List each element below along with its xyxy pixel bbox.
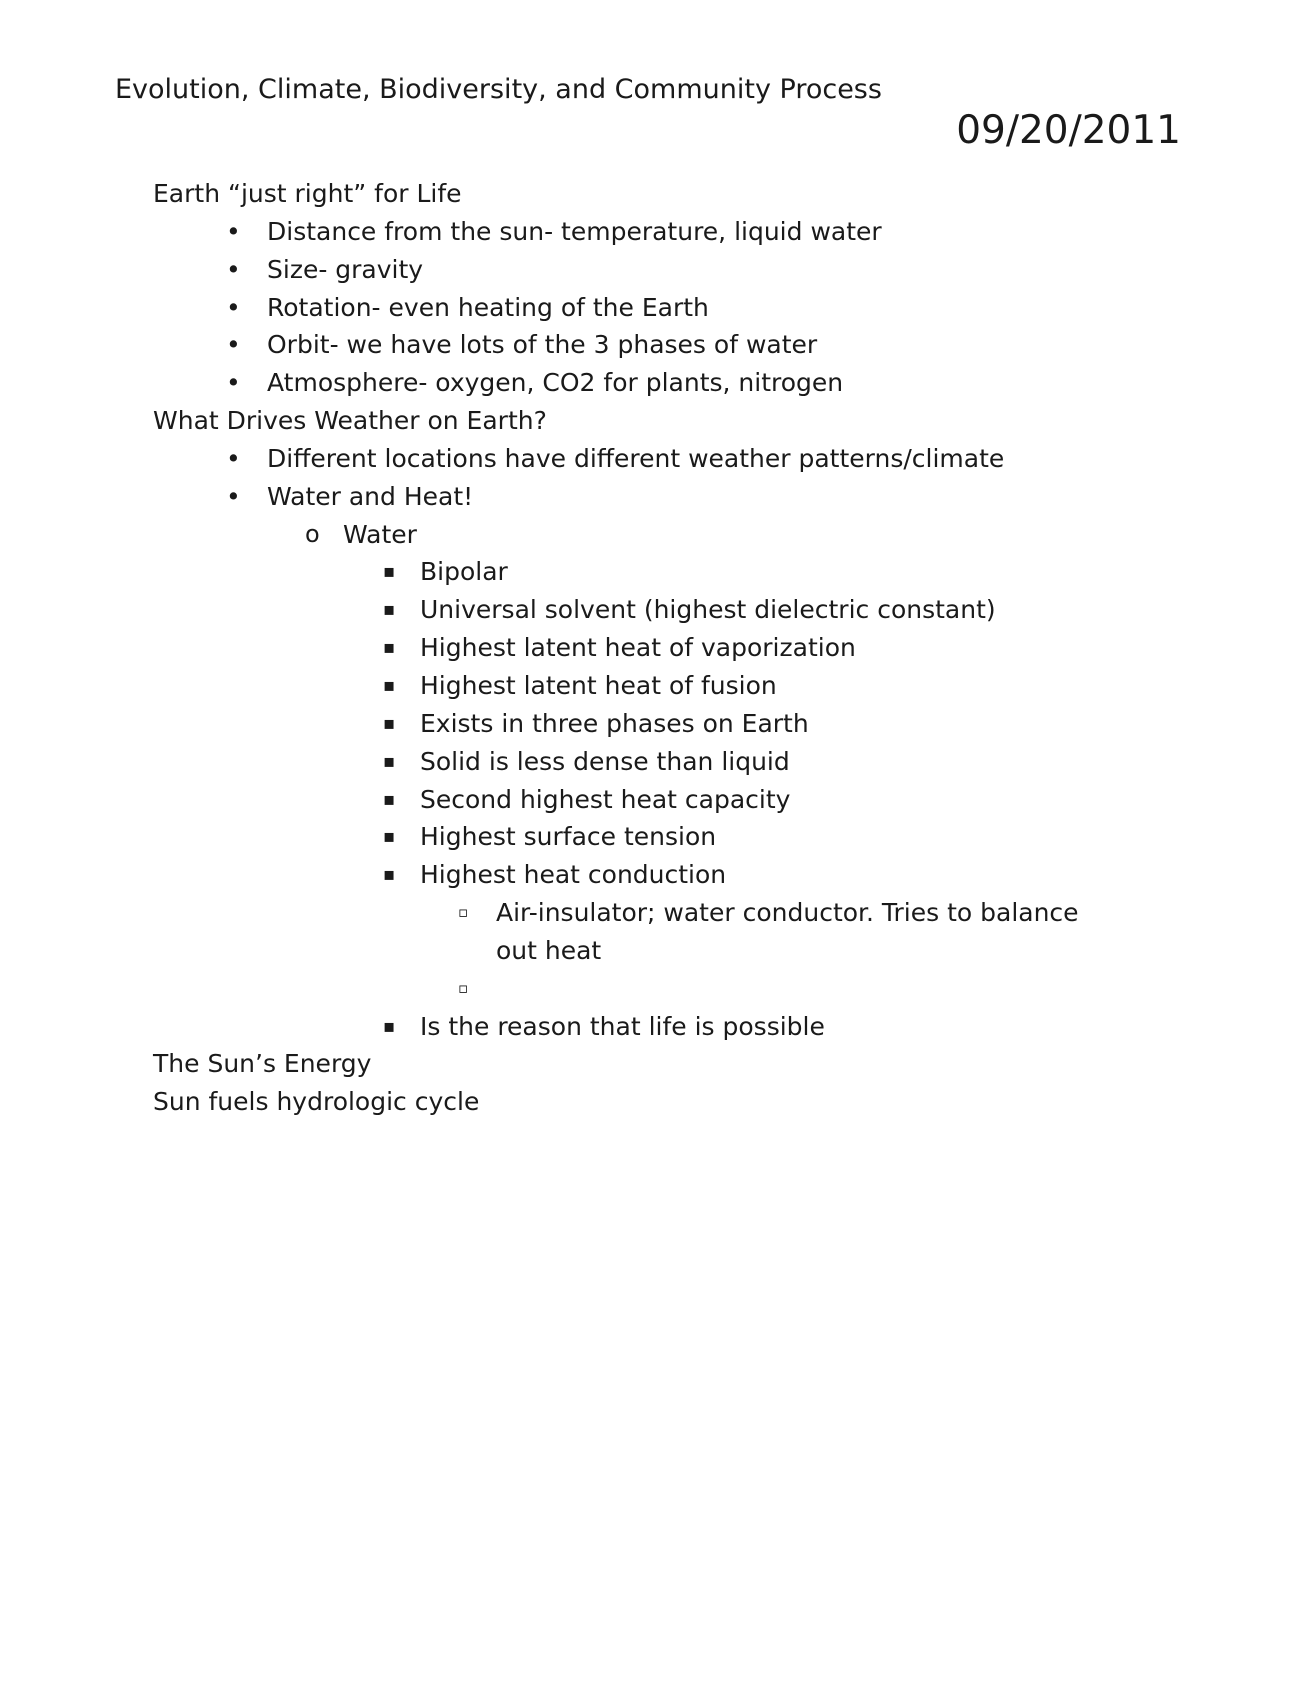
list-item-text: Second highest heat capacity [420,784,791,814]
list-item [0,781,1306,819]
list-item-text: Air-insulator; water conductor. Tries to balance [496,898,1079,928]
list-item [0,326,1306,364]
heading-hydrologic-cycle [0,1083,1306,1121]
square-bullet-icon: ▪ [383,1015,396,1037]
list-item-text: Different locations have different weather patterns/climate [267,443,1005,473]
list-item-text: Bipolar [420,557,508,587]
list-item-text: Highest surface tension [420,822,717,852]
notes-outline [0,175,1306,1121]
list-item-text: out heat [496,935,602,965]
list-item-water [0,516,1306,554]
square-bullet-icon: ▪ [383,788,396,810]
list-item [0,251,1306,289]
list-item [0,629,1306,667]
bullet-icon: • [226,443,241,473]
list-item-empty [0,970,1306,1008]
list-item-text: Solid is less dense than liquid [420,746,790,776]
square-bullet-icon: ▪ [383,826,396,848]
list-item-text: Rotation- even heating of the Earth [267,292,709,322]
square-bullet-icon: ▪ [383,637,396,659]
list-item-text: Size- gravity [267,254,424,284]
list-item [0,743,1306,781]
heading-text: The Sun’s Energy [153,1049,372,1079]
square-bullet-icon: ▪ [383,599,396,621]
list-item-text: Distance from the sun- temperature, liquid water [267,216,882,246]
bullet-icon: • [226,254,241,284]
list-item [0,705,1306,743]
list-item [0,478,1306,516]
square-bullet-icon: ▪ [383,864,396,886]
list-item [0,289,1306,327]
list-item [0,856,1306,894]
bullet-icon: • [226,330,241,360]
heading-earth-just-right [0,175,1306,213]
heading-text: Sun fuels hydrologic cycle [153,1087,480,1117]
square-bullet-icon: ▪ [383,561,396,583]
list-item [0,818,1306,856]
small-square-bullet-icon: ▫ [458,978,469,997]
list-item [0,667,1306,705]
list-item [0,213,1306,251]
page-date: 09/20/2011 [956,108,1181,153]
list-item-text: Highest latent heat of vaporization [420,633,856,663]
list-item [0,894,1306,932]
list-item [0,591,1306,629]
bullet-icon: • [226,292,241,322]
circle-bullet-icon: o [305,519,320,548]
bullet-icon: • [226,481,241,511]
square-bullet-icon: ▪ [383,674,396,696]
list-item [0,364,1306,402]
bullet-icon: • [226,216,241,246]
list-item-text: Is the reason that life is possible [420,1011,825,1041]
list-item-text: Water [343,519,417,549]
small-square-bullet-icon: ▫ [458,903,469,922]
square-bullet-icon: ▪ [383,750,396,772]
list-item [0,440,1306,478]
list-item-text: Atmosphere- oxygen, CO2 for plants, nitrogen [267,368,844,398]
bullet-icon: • [226,368,241,398]
heading-weather-drivers [0,402,1306,440]
list-item [0,1008,1306,1046]
heading-text: Earth “just right” for Life [153,179,462,208]
list-item-text: Water and Heat! [267,481,474,511]
list-item-continuation [0,932,1306,970]
list-item-text: Universal solvent (highest dielectric constant) [420,595,996,625]
list-item-text: Orbit- we have lots of the 3 phases of water [267,330,818,360]
list-item-text: Highest heat conduction [420,860,727,890]
list-item [0,553,1306,591]
square-bullet-icon: ▪ [383,712,396,734]
heading-text: What Drives Weather on Earth? [153,406,547,436]
list-item-text: Exists in three phases on Earth [420,708,809,738]
page-title: Evolution, Climate, Biodiversity, and Community Process [115,74,882,105]
list-item-text: Highest latent heat of fusion [420,670,777,700]
heading-suns-energy [0,1045,1306,1083]
